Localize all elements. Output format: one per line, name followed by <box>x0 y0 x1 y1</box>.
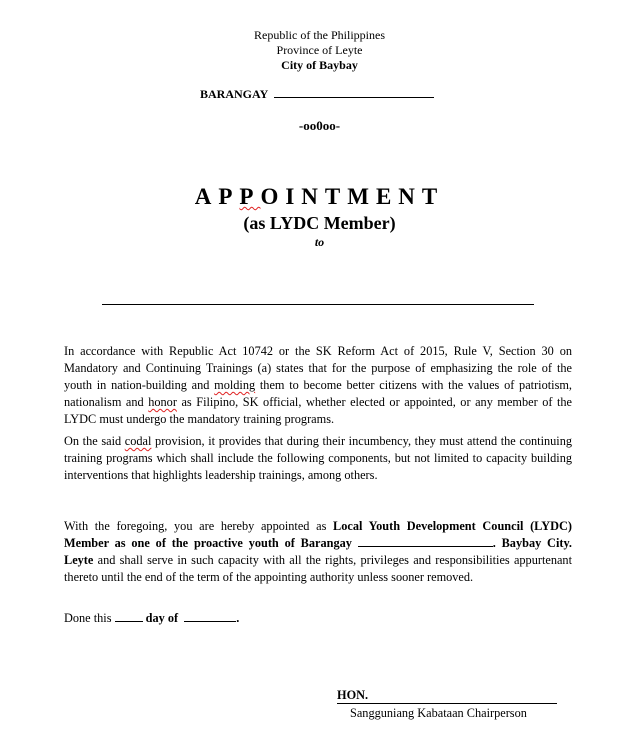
separator: -oo0oo- <box>298 118 341 133</box>
signatory-title: Sangguniang Kabataan Chairperson <box>350 706 527 720</box>
text: as Filipino, SK official, whether elected or appointed, or any member of the LYDC must undergo the mandatory training programs. <box>64 395 573 426</box>
text: In accordance with Republic Act 10742 or the SK Reform Act of 2015, Rule V, Section 30 on Mandatory and Continuing Trainings (a) states that for the purpose of emphasizing the role of the youth in nation-building and <box>64 344 572 392</box>
done-line <box>64 610 239 627</box>
spell-flag-text: honor <box>148 395 177 409</box>
text: them to become better citizens with the values of patriotism, nationalism and <box>64 378 572 409</box>
barangay-line <box>200 86 434 102</box>
appointment-title <box>0 184 639 210</box>
paragraph-legal-basis <box>64 343 572 428</box>
header-republic: Republic of the Philippines <box>254 28 385 42</box>
spell-flag-text: molding <box>214 378 256 392</box>
appointee-name-line[interactable] <box>102 304 534 305</box>
to-label: to <box>314 235 325 249</box>
day-blank[interactable] <box>115 610 143 622</box>
hon-label: HON. <box>337 688 369 702</box>
barangay-blank[interactable] <box>274 86 434 98</box>
header-province: Province of Leyte <box>276 43 363 57</box>
text: With the foregoing, you are hereby appointed as <box>64 519 334 533</box>
day-of-label: day of <box>145 611 179 625</box>
text: On the said <box>64 434 125 448</box>
bold-text: Local Youth Development Council (LYDC) Member as one of the proactive youth of Barangay <box>64 519 572 550</box>
paragraph-codal-provision <box>64 433 572 484</box>
bold-text: . Baybay City. Leyte <box>64 536 572 567</box>
title-spell-part: P <box>239 184 261 209</box>
done-prefix: Done this <box>64 611 115 625</box>
title-part: OINTMENT <box>260 184 445 209</box>
period: . <box>236 611 240 625</box>
spell-flag-text: codal <box>124 434 152 448</box>
text: and shall serve in such capacity with all the rights, privileges and responsibilities appurtenant thereto until the end of the term of the appointing authority unless sooner removed. <box>64 553 572 584</box>
header-city: City of Baybay <box>281 58 358 72</box>
month-blank[interactable] <box>184 610 236 622</box>
signature-line[interactable] <box>337 688 557 704</box>
title-part: AP <box>194 184 240 209</box>
paragraph-appointment <box>64 518 572 586</box>
appointment-subtitle: (as LYDC Member) <box>243 213 396 233</box>
barangay-label: BARANGAY <box>200 87 268 101</box>
text: provision, it provides that during their incumbency, they must attend the continuing training programs which shall include the following components, but not limited to capacity building interventions that highlights leadership trainings, among others. <box>64 434 572 482</box>
barangay-name-blank[interactable] <box>358 535 493 547</box>
